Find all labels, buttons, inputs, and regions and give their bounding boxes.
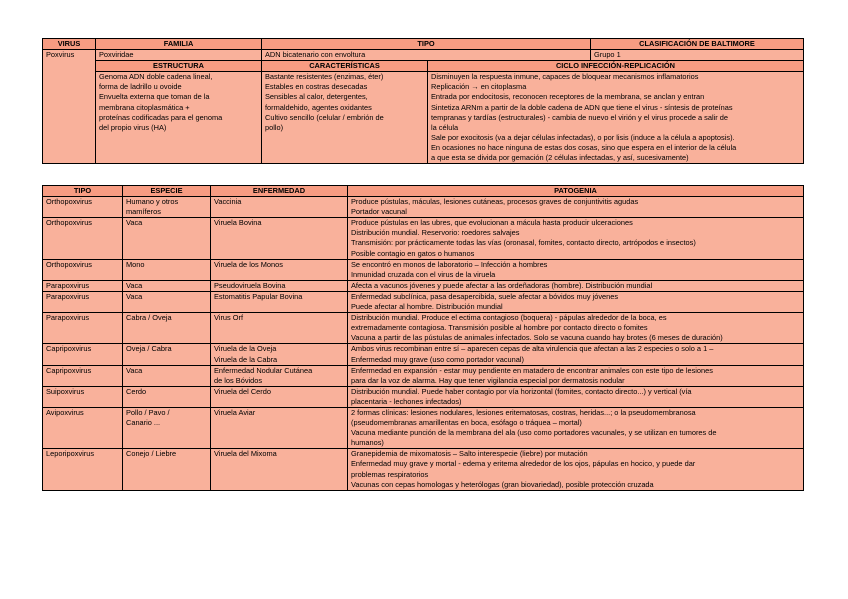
enfermedad-cell-line: Enfermedad Nodular Cutánea <box>214 365 313 375</box>
especie-cell <box>123 407 211 448</box>
especie-cell <box>123 197 211 218</box>
enfermedad-cell <box>211 280 348 291</box>
caracteristicas-line: Bastante resistentes (enzimas, éter) <box>265 72 384 82</box>
patogenia-cell-line: Ambos virus recombinan entre sí – aparecen cepas de alta virulencia que afectan a las 2 especies o solo a 1 – <box>351 344 714 354</box>
ciclo-cell <box>428 72 804 164</box>
baltimore-cell: Grupo 1 <box>591 50 804 61</box>
enfermedad-cell-line: de los Bóvidos <box>214 375 263 385</box>
especie-cell-line: Cabra / Oveja <box>126 313 172 323</box>
enfermedad-cell <box>211 449 348 490</box>
tipo-cell: Capripoxvirus <box>43 365 123 386</box>
patogenia-cell-line: Portador vacunal <box>351 207 407 217</box>
tipo-cell: Parapoxvirus <box>43 313 123 344</box>
ciclo-line: Replicación → en citoplasma <box>431 82 527 92</box>
tipo-cell: Orthopoxvirus <box>43 259 123 280</box>
especie-cell-line: Vaca <box>126 291 143 301</box>
especie-cell-line: Mono <box>126 259 145 269</box>
enfermedad-cell <box>211 291 348 312</box>
tipo-cell: Suipoxvirus <box>43 386 123 407</box>
patogenia-cell <box>348 386 804 407</box>
species-table <box>42 185 804 491</box>
tipo-cell: Parapoxvirus <box>43 280 123 291</box>
enfermedad-cell-line: Viruela de los Monos <box>214 259 283 269</box>
enfermedad-cell-line: Viruela Bovina <box>214 218 262 228</box>
patogenia-cell-line: Enfermedad muy grave y mortal - edema y eritema alrededor de los ojos, pápulas en hocico, y puede dar <box>351 459 696 469</box>
especie-cell-line: Conejo / Liebre <box>126 449 177 459</box>
tipo-cell: Orthopoxvirus <box>43 197 123 218</box>
tipo-cell: Orthopoxvirus <box>43 218 123 259</box>
estructura-cell <box>96 72 262 164</box>
patogenia-cell-line: Enfermedad muy grave (uso como portador vacunal) <box>351 354 524 364</box>
enfermedad-cell <box>211 344 348 365</box>
especie-cell <box>123 386 211 407</box>
header-virus: VIRUS <box>43 39 96 50</box>
table-row <box>43 407 804 448</box>
header-ciclo: CICLO INFECCIÓN-REPLICACIÓN <box>428 61 804 72</box>
especie-cell <box>123 259 211 280</box>
enfermedad-cell-line: Vaccinia <box>214 197 242 207</box>
especie-cell <box>123 218 211 259</box>
estructura-line: Genoma ADN doble cadena lineal, <box>99 72 213 82</box>
table-row <box>43 197 804 218</box>
patogenia-cell <box>348 407 804 448</box>
enfermedad-cell-line: Estomatitis Papular Bovina <box>214 291 303 301</box>
familia-cell: Poxviridae <box>96 50 262 61</box>
header-baltimore: CLASIFICACIÓN DE BALTIMORE <box>591 39 804 50</box>
estructura-line: Envuelta externa que toman de la <box>99 92 210 102</box>
patogenia-cell-line: Produce pústulas en las ubres, que evolucionan a mácula hasta producir ulceraciones <box>351 218 633 228</box>
enfermedad-cell <box>211 259 348 280</box>
header-caracteristicas: CARACTERÍSTICAS <box>262 61 428 72</box>
caracteristicas-line: Estables en costras desecadas <box>265 82 368 92</box>
patogenia-cell-line: Produce pústulas, máculas, lesiones cutáneas, procesos graves de conjuntivitis agudas <box>351 197 639 207</box>
table-row <box>43 365 804 386</box>
header-patogenia: PATOGENIA <box>348 186 804 197</box>
ciclo-line: En ocasiones no hace ninguna de estas dos cosas, sino que espera en el interior de la célula <box>431 142 737 152</box>
enfermedad-cell <box>211 313 348 344</box>
patogenia-cell-line: Distribución mundial. Puede haber contagio por vía horizontal (fomites, contacto directo...) y vertical (vía <box>351 386 692 396</box>
table-row <box>43 280 804 291</box>
patogenia-cell-line: Enfermedad subclínica, pasa desapercibida, suele afectar a bóvidos muy jóvenes <box>351 291 619 301</box>
especie-cell <box>123 291 211 312</box>
table-row <box>43 386 804 407</box>
caracteristicas-line: formaldehido, agentes oxidantes <box>265 102 372 112</box>
enfermedad-cell <box>211 386 348 407</box>
tipo-cell: Avipoxvirus <box>43 407 123 448</box>
virus-cell: Poxvirus <box>43 50 96 164</box>
enfermedad-cell-line: Pseudoviruela Bovina <box>214 280 286 290</box>
table-row <box>43 313 804 344</box>
especie-cell <box>123 280 211 291</box>
patogenia-cell-line: Afecta a vacunos jóvenes y puede afectar a las ordeñadoras (hombre). Distribución mundial <box>351 280 653 290</box>
especie-cell-line: Humano y otros <box>126 197 179 207</box>
table-row <box>43 218 804 259</box>
caracteristicas-cell <box>262 72 428 164</box>
header-estructura: ESTRUCTURA <box>96 61 262 72</box>
header-especie: ESPECIE <box>123 186 211 197</box>
especie-cell-line: Canario ... <box>126 418 161 428</box>
patogenia-cell-line: Vacuna mediante punción de la membrana del ala (uso como portadores vacunales, y se utilizan en tumores de <box>351 428 717 438</box>
especie-cell-line: Vaca <box>126 280 143 290</box>
estructura-line: forma de ladrillo u ovoide <box>99 82 182 92</box>
caracteristicas-line: pollo) <box>265 122 284 132</box>
patogenia-cell-line: (pseudomembranas amarillentas en boca, esófago o tráquea – mortal) <box>351 418 582 428</box>
patogenia-cell-line: Vacuna a partir de las pústulas de animales infectados. Solo se vacuna cuando hay brotes (6 meses de duración) <box>351 333 723 343</box>
ciclo-line: Disminuyen la respuesta inmune, capaces de bloquear mecanismos inflamatorios <box>431 72 699 82</box>
enfermedad-cell-line: Virus Orf <box>214 313 244 323</box>
table-row <box>43 291 804 312</box>
ciclo-line: la célula <box>431 122 459 132</box>
patogenia-cell-line: Granepidemia de mixomatosis – Salto interespecie (liebre) por mutación <box>351 449 588 459</box>
patogenia-cell-line: Enfermedad en expansión - estar muy pendiente en matadero de encontrar animales con este tipo de lesiones <box>351 365 713 375</box>
enfermedad-cell <box>211 365 348 386</box>
patogenia-cell-line: problemas respiratorios <box>351 469 429 479</box>
enfermedad-cell <box>211 407 348 448</box>
especie-cell-line: Vaca <box>126 365 143 375</box>
enfermedad-cell-line: Viruela del Mixoma <box>214 449 277 459</box>
tipo-cell: Leporipoxvirus <box>43 449 123 490</box>
especie-cell <box>123 313 211 344</box>
enfermedad-cell <box>211 218 348 259</box>
patogenia-cell <box>348 259 804 280</box>
ciclo-line: Entrada por endocitosis, reconocen receptores de la membrana, se anclan y entran <box>431 92 705 102</box>
especie-cell-line: Vaca <box>126 218 143 228</box>
patogenia-cell-line: extremadamente contagiosa. Transmisión posible al hombre por contacto directo o fomites <box>351 323 648 333</box>
patogenia-cell-line: Distribución mundial. Produce el ectima contagioso (boquera) - pápulas alrededor de la boca, es <box>351 313 667 323</box>
caracteristicas-line: Cultivo sencillo (celular / embrión de <box>265 112 384 122</box>
especie-cell-line: Oveja / Cabra <box>126 344 172 354</box>
patogenia-cell-line: para dar la voz de alarma. Hay que tener vigilancia especial por dermatosis nodular <box>351 375 625 385</box>
ciclo-line: tempranas y tardías (estructurales) - cambia de nuevo el virión y el virus procede a salir de <box>431 112 728 122</box>
header-enfermedad: ENFERMEDAD <box>211 186 348 197</box>
especie-cell <box>123 365 211 386</box>
ciclo-line: Sintetiza ARNm a partir de la doble cadena de ADN que tiene el virus - síntesis de proteínas <box>431 102 733 112</box>
enfermedad-cell-line: Viruela del Cerdo <box>214 386 271 396</box>
especie-cell-line: mamíferos <box>126 207 161 217</box>
header-tipo: TIPO <box>262 39 591 50</box>
especie-cell-line: Pollo / Pavo / <box>126 407 170 417</box>
enfermedad-cell-line: Viruela de la Oveja <box>214 344 277 354</box>
patogenia-cell-line: Puede afectar al hombre. Distribución mundial <box>351 302 503 312</box>
patogenia-cell <box>348 449 804 490</box>
patogenia-cell-line: Distribución mundial. Reservorio: roedores salvajes <box>351 228 520 238</box>
enfermedad-cell <box>211 197 348 218</box>
patogenia-cell <box>348 344 804 365</box>
table-row <box>43 449 804 490</box>
ciclo-line: a que esta se divida por gemación (2 células infectadas, y así, sucesivamente) <box>431 153 689 163</box>
patogenia-cell <box>348 197 804 218</box>
patogenia-cell <box>348 280 804 291</box>
patogenia-cell-line: Se encontró en monos de laboratorio – Infección a hombres <box>351 259 548 269</box>
ciclo-line: Sale por exocitosis (va a dejar células infectadas), o por lisis (induce a la célula a apoptosis). <box>431 132 735 142</box>
patogenia-cell <box>348 291 804 312</box>
estructura-line: del propio virus (HA) <box>99 122 167 132</box>
patogenia-cell <box>348 313 804 344</box>
table-row <box>43 259 804 280</box>
enfermedad-cell-line: Viruela de la Cabra <box>214 354 278 364</box>
especie-cell <box>123 344 211 365</box>
patogenia-cell <box>348 218 804 259</box>
header-tipo-col: TIPO <box>43 186 123 197</box>
patogenia-cell-line: humanos) <box>351 438 384 448</box>
tipo-cell: Capripoxvirus <box>43 344 123 365</box>
patogenia-cell <box>348 365 804 386</box>
especie-cell-line: Cerdo <box>126 386 147 396</box>
tipo-cell: ADN bicatenario con envoltura <box>262 50 591 61</box>
header-familia: FAMILIA <box>96 39 262 50</box>
patogenia-cell-line: Vacunas con cepas homologas y heterólogas (gran biovariedad), posible protección cruzada <box>351 479 654 489</box>
patogenia-cell-line: 2 formas clínicas: lesiones nodulares, lesiones eritematosas, costras, heridas...; o la pseudomembranosa <box>351 407 696 417</box>
caracteristicas-line: Sensibles al calor, detergentes, <box>265 92 368 102</box>
patogenia-cell-line: placentaria - lechones infectados) <box>351 396 462 406</box>
enfermedad-cell-line: Viruela Aviar <box>214 407 256 417</box>
especie-cell <box>123 449 211 490</box>
estructura-line: proteínas codificadas para el genoma <box>99 112 223 122</box>
estructura-line: membrana citoplasmática + <box>99 102 190 112</box>
patogenia-cell-line: Transmisión: por prácticamente todas las vías (oronasal, fomites, contacto directo, artrópodos e insectos) <box>351 238 696 248</box>
table-row <box>43 344 804 365</box>
patogenia-cell-line: Inmunidad cruzada con el virus de la viruela <box>351 269 496 279</box>
summary-table <box>42 38 804 164</box>
tipo-cell: Parapoxvirus <box>43 291 123 312</box>
patogenia-cell-line: Posible contagio en gatos o humanos <box>351 248 475 258</box>
